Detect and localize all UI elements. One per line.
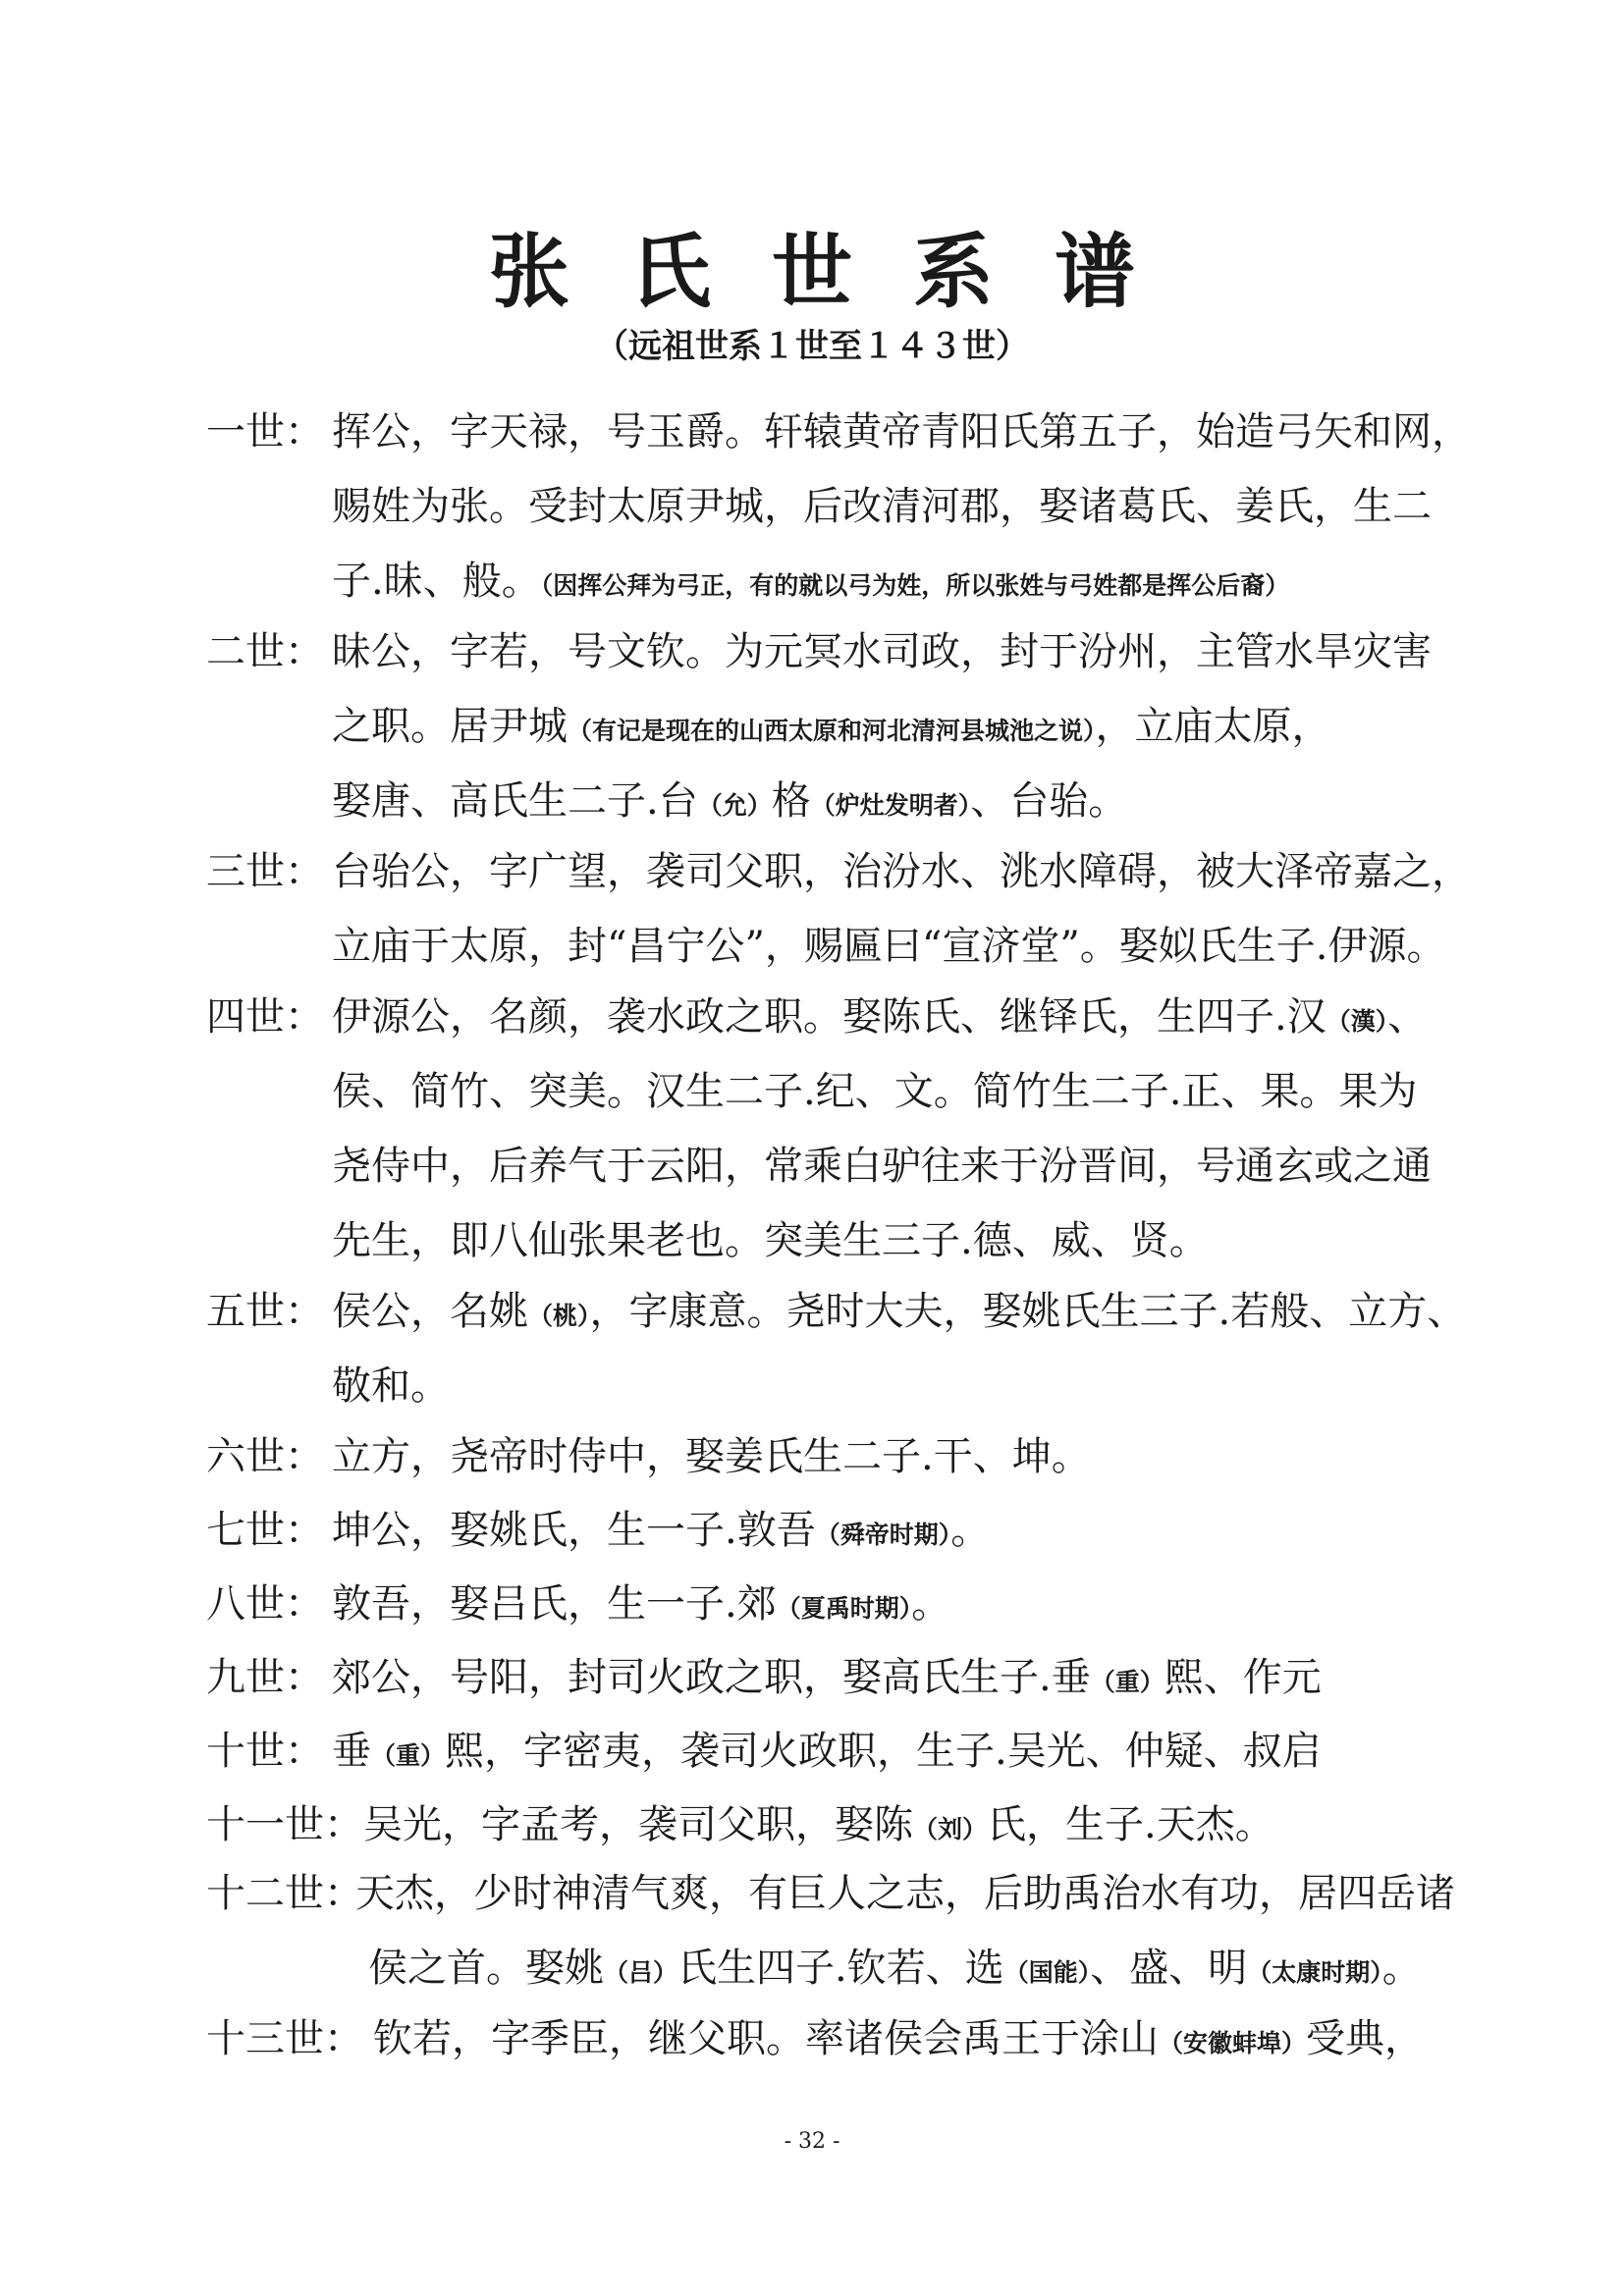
entry-line [0,1714,1624,1789]
entry-text-segment: 娶唐、高氏生二子.台 [332,778,698,824]
entry-text-segment: 侯公，名姚 [332,1289,528,1334]
entry-text-segment: 天杰，少时神清气爽，有巨人之志，后助禹治水有功，居四岳诸 [355,1871,1455,1916]
entry-text-segment: 敬和。 [332,1363,450,1409]
entry-text-segment: 侯之首。娶姚 [368,1946,604,1991]
entry-line [0,1203,1624,1278]
generation-label: 七世： [206,1508,324,1553]
entry-text-segment: 立方，尧帝时侍中，娶姜氏生二子.干、坤。 [332,1434,1091,1479]
generation-label: 三世： [206,849,324,894]
entry-text-segment: 侯、简竹、突美。汉生二子.纪、文。简竹生二子.正、果。果为 [332,1069,1418,1114]
entry-text [332,614,1432,689]
entry-line [0,764,1624,838]
entry-text-segment: 熙、作元 [1164,1655,1322,1700]
entry-line [0,1419,1624,1494]
entry-text-segment: 伊源公，名颜，袭水政之职。娶陈氏、继铎氏，生四子.汉 [332,994,1326,1040]
entry-line [0,1349,1624,1423]
entry-text-segment: 熙，字密夷，袭司火政职，生子.吴光、仲疑、叔启 [445,1729,1322,1774]
entry-text-segment: 吴光，字孟考，袭司父职，娶陈 [363,1802,913,1847]
entry-text-segment: 、盛、明 [1090,1946,1248,1991]
entry-text-segment: 、 [1387,994,1428,1040]
generation-label: 一世： [206,409,324,454]
entry-text [332,544,1289,623]
page-number: - 32 - [784,2129,840,2154]
entry-text-segment: 坤公，娶姚氏，生一子.敦吾 [332,1508,816,1553]
entry-text-segment: 子.昧、般。 [332,559,541,604]
annotation-note: （因挥公拜为弓正，有的就以弓为姓，所以张姓与弓姓都是挥公后裔） [540,571,1290,600]
entry-text [332,980,1427,1059]
entry-text-segment: 先生，即八仙张果老也。突美生三子.德、威、贤。 [332,1218,1209,1263]
entry-text-segment: 立庙于太原，封“昌宁公”，赐匾曰“宣济堂”。娶姒氏生子.伊源。 [332,924,1446,969]
annotation-note: （炉灶发明者） [810,791,971,820]
entry-text-segment: 之职。居尹城 [332,704,568,749]
entry-text [332,1567,950,1646]
entry-text [332,689,1331,769]
generation-label: 四世： [206,994,324,1040]
entry-text [332,1274,1466,1354]
entry-text-segment: 。 [911,1581,951,1627]
entry-line [0,395,1624,469]
entry-text-segment: ，字康意。尧时大夫，娶姚氏生三子.若般、立方、 [589,1289,1467,1334]
annotation-note: （刘） [913,1815,988,1843]
entry-text-segment: 格 [771,778,811,824]
annotation-note: （安徽蚌埠） [1159,2029,1307,2057]
annotation-note: （有记是现在的山西太原和河北清河县城池之说） [568,717,1096,745]
entry-text [332,395,1471,469]
entry-line [0,614,1624,689]
entry-line [0,1640,1624,1715]
annotation-note: （国能） [1003,1958,1091,1987]
entry-text [332,469,1432,544]
entry-line [0,689,1624,764]
generation-label: 九世： [206,1655,324,1700]
entry-text-segment: 。 [950,1508,991,1553]
entry-text [332,1349,450,1423]
annotation-note: （重） [1090,1668,1164,1696]
entry-text [332,1493,990,1573]
entry-text-segment: 氏，生子.天杰。 [987,1802,1274,1847]
entry-text-segment: 郊公，号阳，封司火政之职，娶高氏生子.垂 [332,1655,1091,1700]
entry-text-segment: 挥公，字天禄，号玉爵。轩辕黄帝青阳氏第五子，始造弓矢和网， [332,409,1471,454]
entry-line [0,1129,1624,1203]
entry-text [332,1203,1209,1278]
generation-label: 八世： [206,1581,324,1627]
entry-text-segment: 氏生四子.钦若、选 [677,1946,1004,1991]
entry-line [0,1788,1624,1862]
entry-text [332,764,1127,843]
entry-text [368,1931,1422,2010]
entry-text [332,1129,1432,1203]
page-subtitle: （远祖世系１世至１４３世） [595,327,1029,366]
entry-line [0,1856,1624,1931]
annotation-note: （重） [371,1741,446,1770]
annotation-note: （舜帝时期） [815,1521,951,1549]
entry-line [0,834,1624,909]
annotation-note: （夏禹时期） [776,1594,912,1623]
entry-line [0,1054,1624,1129]
entry-line [0,980,1624,1054]
entry-text [332,834,1471,909]
generation-label: 五世： [206,1289,324,1334]
entry-line [0,469,1624,544]
page-title: 张氏世系谱 [488,225,1196,319]
entry-text-segment: ，立庙太原， [1095,704,1331,749]
entry-text [332,1640,1322,1720]
generation-label: 十二世： [206,1871,363,1916]
annotation-note: （吕） [604,1958,678,1987]
entry-text [363,1788,1274,1867]
generation-label: 六世： [206,1434,324,1479]
entry-text [332,1419,1091,1494]
entry-line [0,1493,1624,1568]
entry-text-segment: 、台骀。 [970,778,1128,824]
entry-line [0,1274,1624,1349]
entry-line [0,544,1624,618]
entry-text-segment: 钦若，字季臣，继父职。率诸侯会禹王于涂山 [373,2016,1159,2061]
entry-text-segment: 台骀公，字广望，袭司父职，治汾水、洮水障碍，被大泽帝嘉之， [332,849,1471,894]
entry-text-segment: 。 [1381,1946,1422,1991]
entry-text-segment: 尧侍中，后养气于云阳，常乘白驴往来于汾晋间，号通玄或之通 [332,1144,1432,1189]
entry-text [373,2002,1424,2081]
entry-text [332,909,1446,984]
entry-text-segment: 敦吾，娶吕氏，生一子.郊 [332,1581,777,1627]
generation-label: 十一世： [206,1802,363,1847]
generation-label: 十三世： [206,2016,363,2061]
generation-label: 十世： [206,1729,324,1774]
generation-label: 二世： [206,629,324,674]
annotation-note: （漢） [1326,1007,1388,1036]
annotation-note: （桃） [528,1302,590,1330]
entry-text [355,1856,1455,1931]
annotation-note: （允） [697,791,772,820]
entry-text-segment: 昧公，字若，号文钦。为元冥水司政，封于汾州，主管水旱灾害 [332,629,1432,674]
entry-text-segment: 受典， [1306,2016,1425,2061]
entry-line [0,1567,1624,1641]
entry-text-segment: 赐姓为张。受封太原尹城，后改清河郡，娶诸葛氏、姜氏，生二 [332,484,1432,529]
annotation-note: （太康时期） [1247,1958,1382,1987]
entry-text-segment: 垂 [332,1729,371,1774]
entry-line [0,1931,1624,2005]
entry-line [0,2002,1624,2076]
entry-text [332,1054,1417,1129]
entry-text [332,1714,1322,1793]
entry-line [0,909,1624,984]
